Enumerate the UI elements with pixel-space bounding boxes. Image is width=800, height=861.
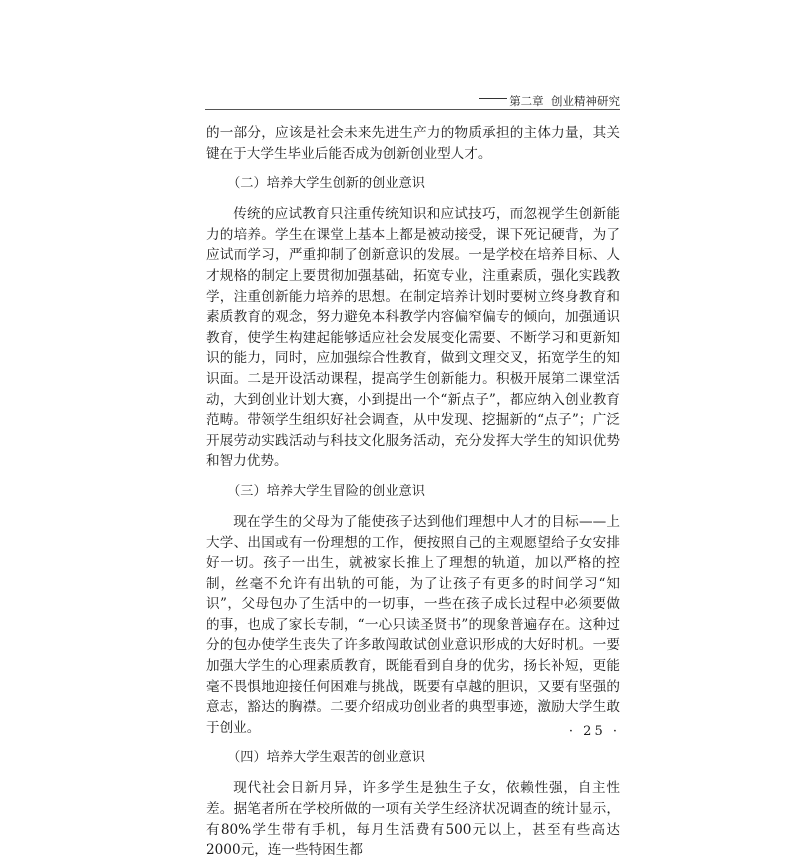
page-number: · 25 · — [568, 724, 620, 739]
header-rule — [479, 98, 507, 99]
header-chapter: 第二章 — [509, 94, 544, 108]
paragraph-section-2: 传统的应试教育只注重传统知识和应试技巧，而忽视学生创新能力的培养。学生在课堂上基本上都是被动接受，课下死记硬背，为了应试而学习，严重抑制了创新意识的发展。一是学校在培养目标、人才规格的制定上要贯彻加强基础，拓宽专业，注重素质，强化实践教学，注重创新能力培养的思想。在制定培养计划时要树立终身教育和素质教育的观念，努力避免本科教学内容偏窄偏专的倾向，加强通识教育，使学生构建起能够适应社会发展变化需要、不断学习和更新知识的能力，同时，应加强综合性教育，做到文理交叉，拓宽学生的知识面。二是开设活动课程，提高学生创新能力。积极开展第二课堂活动，大到创业计划大赛，小到提出一个“新点子”，都应纳入创业教育范畴。带领学生组织好社会调查，从中发现、挖掘新的“点子”；广泛开展劳动实践活动与科技文化服务活动，充分发挥大学生的知识优势和智力优势。 — [206, 206, 620, 470]
page-body — [206, 123, 620, 861]
section-heading-4: （四）培养大学生艰苦的创业意识 — [227, 750, 425, 766]
section-heading-3: （三）培养大学生冒险的创业意识 — [227, 483, 425, 499]
paragraph-continued: 的一部分，应该是社会未来先进生产力的物质承担的主体力量，其关键在于大学生毕业后能否成为创新创业型人才。 — [206, 125, 620, 162]
paragraph-section-4: 现代社会日新月异，许多学生是独生子女，依赖性强，自主性差。据笔者所在学校所做的一项有关学生经济状况调查的统计显示，有80%学生带有手机，每月生活费有500元以上，甚至有些高达2000元，连一些特困生都 — [206, 780, 620, 859]
paragraph-section-3: 现在学生的父母为了能使孩子达到他们理想中人才的目标——上大学、出国或有一份理想的工作，便按照自己的主观愿望给子女安排好一切。孩子一出生，就被家长推上了理想的轨道，加以严格的控制，丝毫不允许有出轨的可能，为了让孩子有更多的时间学习“知识”，父母包办了生活中的一切事，一些在孩子成长过程中必须要做的事，也成了家长专制，“一心只读圣贤书”的现象普遍存在。这种过分的包办使学生丧失了许多敢闯敢试创业意识形成的大好时机。一要加强大学生的心理素质教育，既能看到自身的优劣，扬长补短，更能毫不畏惧地迎接任何困难与挑战，既要有卓越的胆识，又要有坚强的意志，豁达的胸襟。二要介绍成功创业者的典型事迹，激励大学生敢于创业。 — [206, 513, 620, 736]
header-title: 创业精神研究 — [551, 94, 620, 108]
header-divider — [205, 109, 620, 110]
section-heading-2: （二）培养大学生创新的创业意识 — [227, 176, 425, 192]
running-header — [475, 93, 620, 109]
